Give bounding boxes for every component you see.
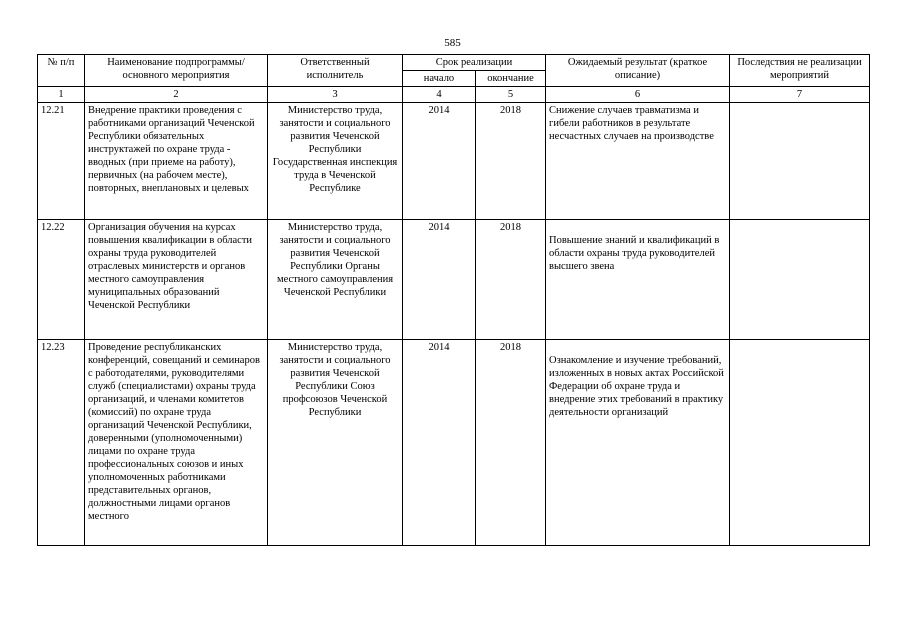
row-name: Внедрение практики проведения с работниками организаций Чеченской Республики обязательных инструктажей по охране труда - вводных (при приеме на работу), первичных (на рабочем месте), повторных, внеплановых и целевых (85, 103, 268, 220)
row-start: 2014 (403, 103, 476, 220)
row-consequences (730, 340, 870, 546)
row-result: Снижение случаев травматизма и гибели работников в результате несчастных случаев на производстве (546, 103, 730, 220)
column-numbers-row (38, 87, 870, 103)
header-result: Ожидаемый результат (краткое описание) (546, 55, 730, 87)
row-result: Повышение знаний и квалификаций в области охраны труда руководителей высшего звена (549, 235, 720, 272)
row-number: 12.21 (38, 103, 85, 220)
column-number: 2 (85, 87, 268, 103)
row-start: 2014 (403, 340, 476, 546)
table-row (38, 340, 870, 546)
row-result-cell (546, 340, 730, 546)
row-end: 2018 (476, 340, 546, 546)
row-executor: Министерство труда, занятости и социального развития Чеченской Республики Государственная инспекция труда в Чеченской Республике (268, 103, 403, 220)
row-start: 2014 (403, 220, 476, 340)
row-name: Проведение республиканских конференций, совещаний и семинаров с работодателями, руководителями служб (специалистами) охраны труда организаций, и членами комитетов (комиссий) по охране труда организаций Чеченской Республики, доверенными (уполномоченными) лицами по охране труда профессиональных союзов и иных уполномоченных работниками представительных органов, должностными лицами органов местного (85, 340, 268, 546)
header-period: Срок реализации (403, 55, 546, 71)
header-row-top (38, 55, 870, 71)
row-name: Организация обучения на курсах повышения квалификации в области охраны труда руководителей отраслевых министерств и органов местного самоуправления муниципальных образований Чеченской Республики (85, 220, 268, 340)
program-table (37, 54, 870, 546)
table-row (38, 220, 870, 340)
row-executor: Министерство труда, занятости и социального развития Чеченской Республики Союз профсоюзов Чеченской Республики (268, 340, 403, 546)
header-start: начало (403, 71, 476, 87)
table-row (38, 103, 870, 220)
header-end: окончание (476, 71, 546, 87)
row-end: 2018 (476, 103, 546, 220)
header-number: № п/п (38, 55, 85, 87)
row-result: Ознакомление и изучение требований, изложенных в новых актах Российской Федерации об охране труда и внедрение этих требований в практику деятельности организаций (549, 355, 724, 418)
column-number: 3 (268, 87, 403, 103)
row-number: 12.23 (38, 340, 85, 546)
column-number: 6 (546, 87, 730, 103)
column-number: 5 (476, 87, 546, 103)
header-consequences: Последствия не реализации мероприятий (730, 55, 870, 87)
column-number: 7 (730, 87, 870, 103)
page-number: 585 (444, 37, 461, 49)
row-consequences (730, 103, 870, 220)
row-executor: Министерство труда, занятости и социального развития Чеченской Республики Органы местного самоуправления Чеченской Республики (268, 220, 403, 340)
row-end: 2018 (476, 220, 546, 340)
row-number: 12.22 (38, 220, 85, 340)
header-executor: Ответственный исполнитель (268, 55, 403, 87)
column-number: 4 (403, 87, 476, 103)
row-consequences (730, 220, 870, 340)
column-number: 1 (38, 87, 85, 103)
header-name: Наименование подпрограммы/ основного мероприятия (85, 55, 268, 87)
row-result-cell (546, 220, 730, 340)
